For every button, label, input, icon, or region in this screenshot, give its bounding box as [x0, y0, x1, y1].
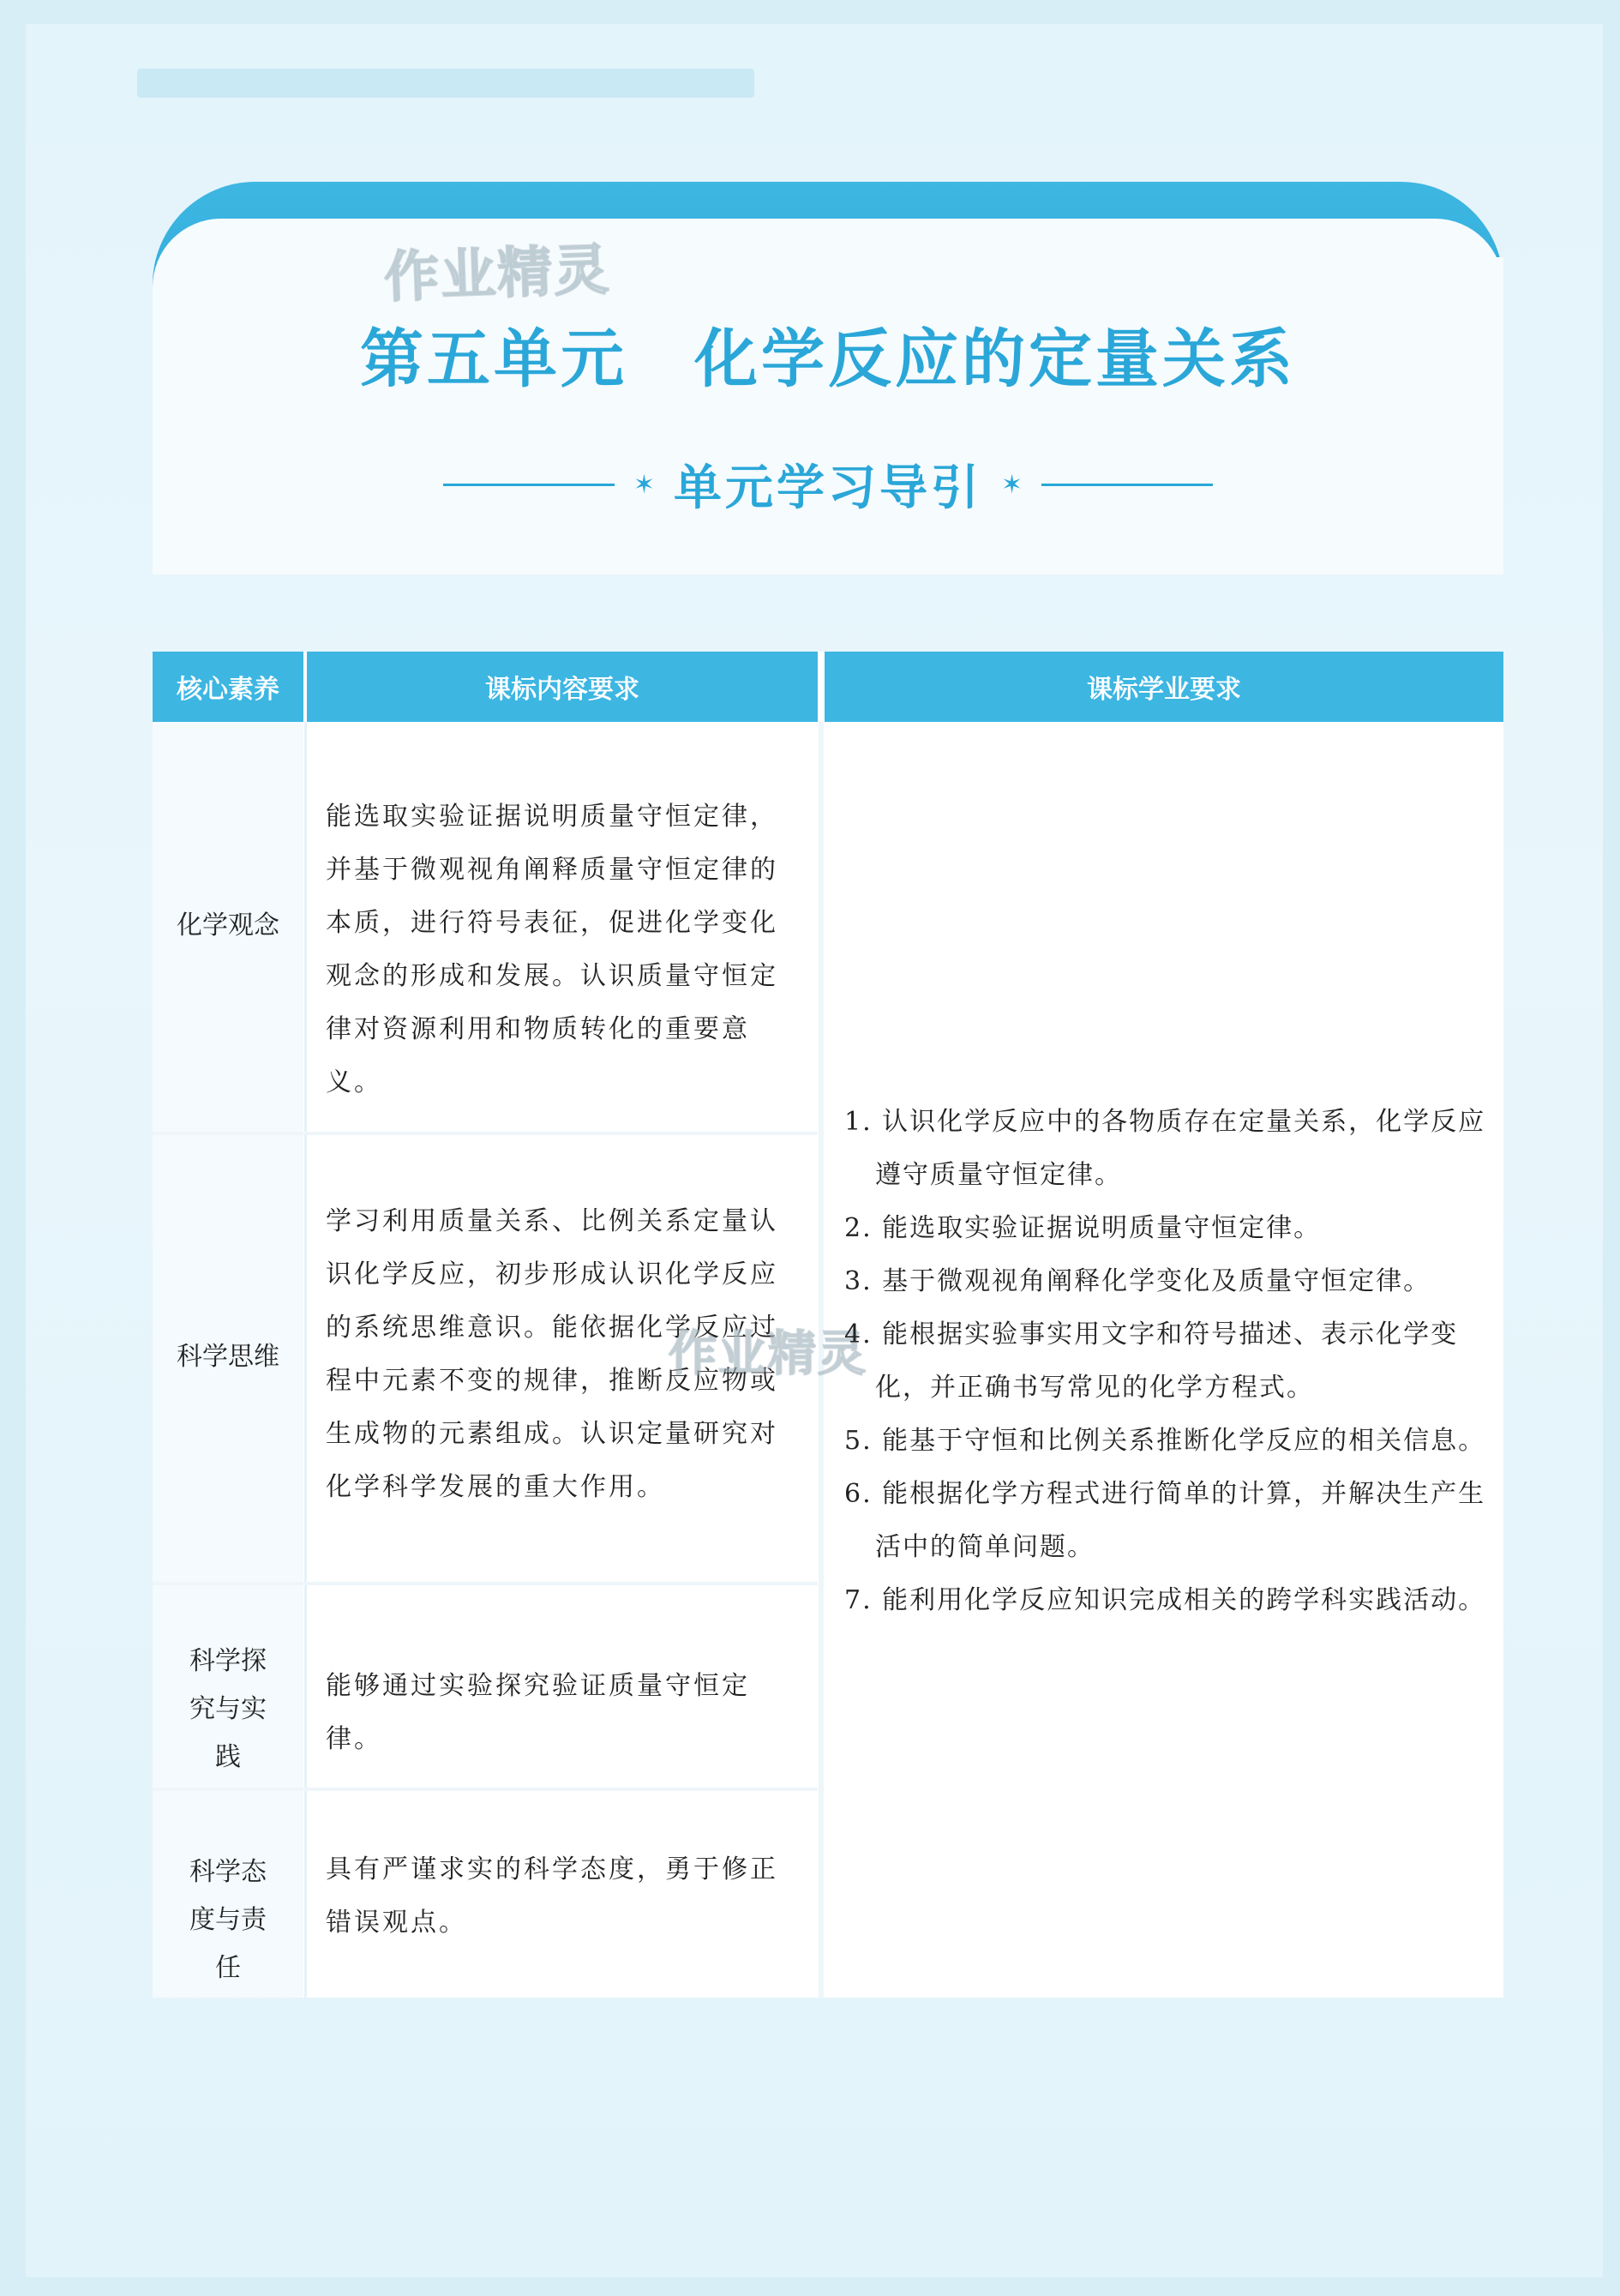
core-label: 科学态度与责任	[189, 1857, 267, 1983]
list-item: 5. 能基于守恒和比例关系推断化学反应的相关信息。	[844, 1426, 1486, 1456]
content-text: 学习利用质量关系、比例关系定量认识化学反应，初步形成认识化学反应的系统思维意识。能依据化学反应过程中元素不变的规律，推断反应物或生成物的元素组成。认识定量研究对化学科学发展的重大作用。	[326, 1206, 778, 1502]
list-item: 7. 能利用化学反应知识完成相关的跨学科实践活动。	[844, 1585, 1486, 1615]
row-divider	[153, 1582, 818, 1585]
watermark-middle: 作业精灵	[669, 1326, 867, 1382]
guide-line-right	[1041, 484, 1213, 486]
content-text: 能够通过实验探究验证质量守恒定律。	[326, 1671, 750, 1754]
core-label: 科学思维	[177, 1342, 279, 1372]
header-core-literacy: 核心素养	[153, 652, 303, 722]
core-label: 科学探究与实践	[189, 1646, 267, 1772]
list-item: 3. 基于微观视角阐释化学变化及质量守恒定律。	[844, 1266, 1431, 1296]
star-icon: ✶	[633, 469, 655, 500]
row-divider	[153, 1132, 818, 1135]
running-header-strip	[137, 69, 754, 98]
row-divider	[153, 1788, 818, 1791]
requirements-list	[844, 1096, 1496, 1627]
column-divider	[304, 722, 307, 1998]
star-icon: ✶	[1001, 469, 1023, 500]
list-item: 1. 认识化学反应中的各物质存在定量关系，化学反应遵守质量守恒定律。	[844, 1107, 1486, 1190]
core-label: 化学观念	[177, 911, 279, 941]
header-content-requirements: 课标内容要求	[307, 652, 818, 722]
watermark-top: 作业精灵	[382, 238, 612, 310]
unit-title: 第五单元 化学反应的定量关系	[360, 322, 1296, 396]
guide-line-left	[443, 484, 615, 486]
title-banner-panel-fill	[1389, 257, 1503, 574]
list-item: 2. 能选取实验证据说明质量守恒定律。	[844, 1213, 1322, 1243]
list-item: 6. 能根据化学方程式进行简单的计算，并解决生产生活中的简单问题。	[844, 1479, 1486, 1562]
guide-title: 单元学习导引	[674, 460, 982, 516]
list-item: 4. 能根据实验事实用文字和符号描述、表示化学变化，并正确书写常见的化学方程式。	[844, 1319, 1459, 1403]
guide-heading	[153, 450, 1503, 519]
content-text: 具有严谨求实的科学态度，勇于修正错误观点。	[326, 1854, 778, 1938]
content-text: 能选取实验证据说明质量守恒定律，并基于微观视角阐释质量守恒定律的本质，进行符号表征，促进化学变化观念的形成和发展。认识质量守恒定律对资源利用和物质转化的重要意义。	[326, 802, 778, 1097]
header-academic-requirements: 课标学业要求	[825, 652, 1503, 722]
